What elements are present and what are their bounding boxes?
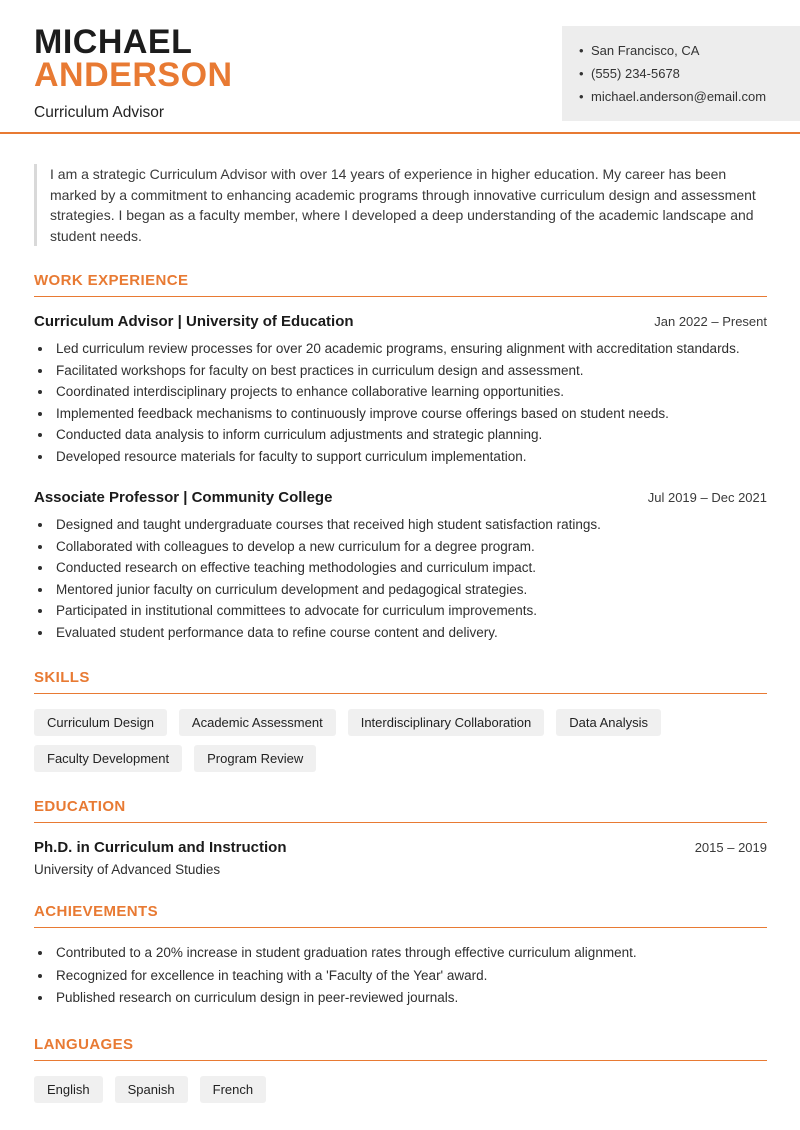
job-bullet-list	[34, 514, 767, 643]
skills-title: SKILLS	[34, 669, 767, 694]
job-bullet: • Coordinated interdisciplinary projects to enhance collaborative learning opportunities.	[53, 381, 767, 403]
achievements-title: ACHIEVEMENTS	[34, 903, 767, 928]
skill-chip: Data Analysis	[556, 709, 661, 736]
job-bullet: • Participated in institutional committees to advocate for curriculum improvements.	[53, 600, 767, 622]
job-bullet: • Conducted research on effective teaching methodologies and curriculum impact.	[53, 557, 767, 579]
last-name: ANDERSON	[34, 56, 233, 94]
language-chip-list	[34, 1076, 767, 1103]
language-chip: English	[34, 1076, 103, 1103]
skill-chip: Curriculum Design	[34, 709, 167, 736]
skill-chip: Interdisciplinary Collaboration	[348, 709, 545, 736]
education-dates: 2015 – 2019	[694, 840, 767, 855]
job-title: Associate Professor | Community College	[34, 489, 333, 506]
section-education	[34, 798, 767, 877]
language-chip: French	[200, 1076, 266, 1103]
skill-chip: Faculty Development	[34, 745, 182, 772]
skill-chip: Program Review	[194, 745, 316, 772]
achievement-bullet: • Published research on curriculum design in peer-reviewed journals.	[53, 987, 767, 1010]
languages-title: LANGUAGES	[34, 1036, 767, 1061]
work-experience-title: WORK EXPERIENCE	[34, 272, 767, 297]
section-work-experience	[34, 272, 767, 643]
job-entry	[34, 313, 767, 467]
education-school: University of Advanced Studies	[34, 862, 221, 877]
skill-chip-list	[34, 709, 767, 772]
section-achievements	[34, 903, 767, 1010]
header-divider	[0, 132, 800, 134]
job-bullet: • Collaborated with colleagues to develop a new curriculum for a degree program.	[53, 536, 767, 558]
job-bullet: • Facilitated workshops for faculty on best practices in curriculum design and assessment.	[53, 360, 767, 382]
job-bullet: • Led curriculum review processes for over 20 academic programs, ensuring alignment with accreditation standards.	[53, 338, 767, 360]
job-bullet: • Developed resource materials for faculty to support curriculum implementation.	[53, 446, 767, 468]
contact-item: • San Francisco, CA	[579, 39, 786, 62]
job-header	[34, 313, 767, 330]
achievement-bullet: • Contributed to a 20% increase in student graduation rates through effective curriculum alignment.	[53, 942, 767, 965]
job-bullet: • Conducted data analysis to inform curriculum adjustments and strategic planning.	[53, 424, 767, 446]
job-bullet: • Designed and taught undergraduate courses that received high student satisfaction ratings.	[53, 514, 767, 536]
job-dates: Jul 2019 – Dec 2021	[647, 490, 767, 505]
summary-paragraph: I am a strategic Curriculum Advisor with over 14 years of experience in higher education. My career has been marked by a commitment to enhancing academic programs through innovative curriculum design and assessment strategies. I began as a faculty member, where I developed a deep understanding of the academic landscape and student needs.	[34, 164, 767, 246]
language-chip: Spanish	[115, 1076, 188, 1103]
resume-header	[0, 23, 800, 122]
section-languages	[34, 1036, 767, 1103]
job-dates: Jan 2022 – Present	[654, 314, 767, 329]
resume-content	[0, 164, 800, 1103]
education-entry	[34, 839, 767, 877]
job-bullet: • Mentored junior faculty on curriculum development and pedagogical strategies.	[53, 579, 767, 601]
job-bullet: • Evaluated student performance data to refine course content and delivery.	[53, 622, 767, 644]
job-list	[34, 313, 767, 643]
skill-chip: Academic Assessment	[179, 709, 336, 736]
education-title: EDUCATION	[34, 798, 767, 823]
job-bullet-list	[34, 338, 767, 467]
section-skills	[34, 669, 767, 772]
education-degree: Ph.D. in Curriculum and Instruction	[34, 839, 287, 856]
achievement-bullet: • Recognized for excellence in teaching with a 'Faculty of the Year' award.	[53, 965, 767, 988]
header-job-title: Curriculum Advisor	[34, 104, 165, 121]
education-header	[34, 839, 767, 856]
job-bullet: • Implemented feedback mechanisms to continuously improve course offerings based on student needs.	[53, 403, 767, 425]
job-header	[34, 489, 767, 506]
first-name: MICHAEL	[34, 23, 193, 61]
achievement-bullet-list	[34, 942, 767, 1010]
contact-item: • (555) 234-5678	[579, 62, 786, 85]
job-entry	[34, 489, 767, 643]
contact-box	[562, 26, 800, 121]
contact-item: • michael.anderson@email.com	[579, 85, 786, 108]
job-title: Curriculum Advisor | University of Education	[34, 313, 354, 330]
